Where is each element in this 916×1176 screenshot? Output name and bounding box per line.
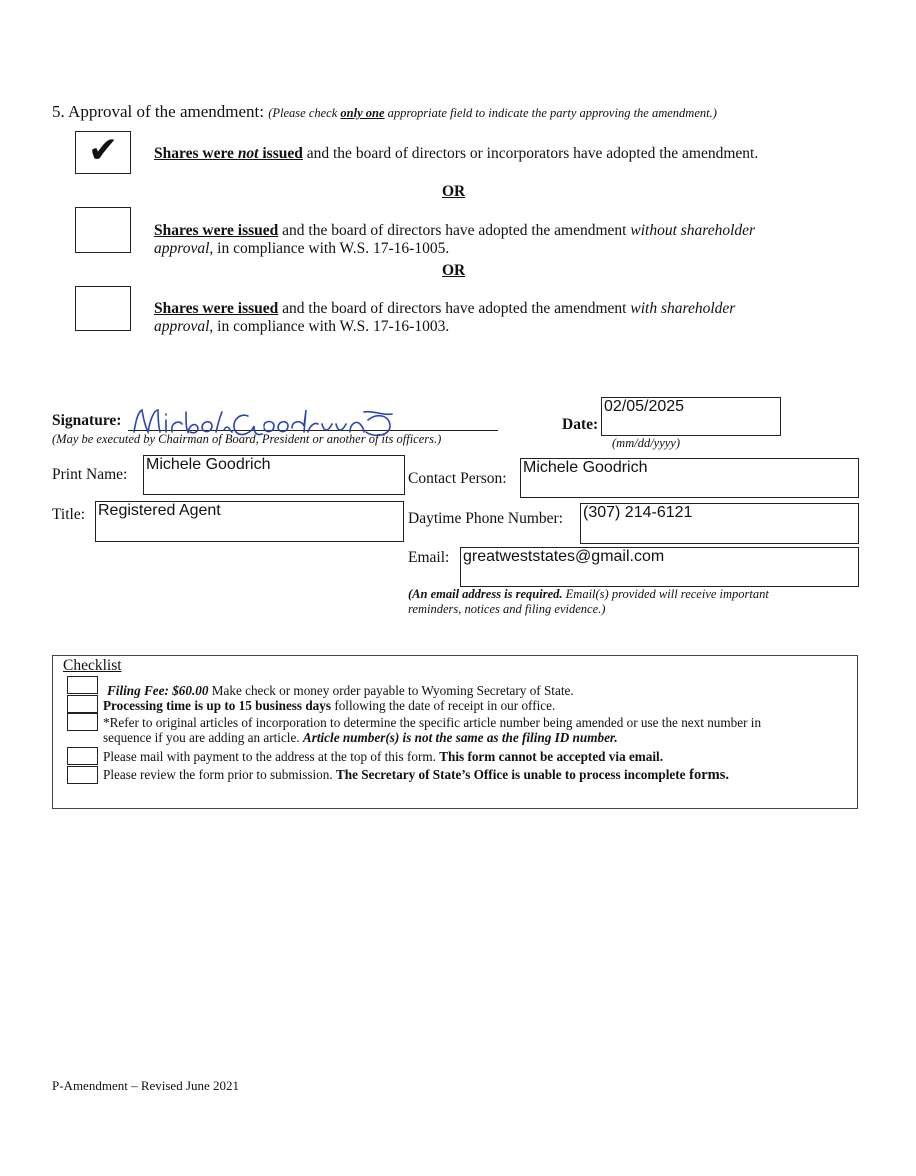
phone-field[interactable]: (307) 214-6121 [580, 503, 859, 544]
or-label-2: OR [442, 262, 466, 279]
signature-label: Signature: [52, 412, 122, 429]
checklist-box-article[interactable] [67, 713, 98, 731]
title-field[interactable]: Registered Agent [95, 501, 404, 542]
date-label: Date: [562, 416, 599, 433]
checklist-item-mail: Please mail with payment to the address at the top of this form. This form cannot be accepted via email. [103, 749, 664, 764]
checklist-box-fee[interactable] [67, 676, 98, 694]
email-note: (An email address is required. Email(s) provided will receive important reminders, notices and filing evidence.) [408, 587, 769, 616]
form-footer-id: P-Amendment – Revised June 2021 [52, 1078, 240, 1093]
email-field[interactable]: greatweststates@gmail.com [460, 547, 859, 587]
checklist-title: Checklist [63, 657, 122, 674]
email-label: Email: [408, 549, 450, 566]
print-name-label: Print Name: [52, 466, 128, 483]
option-3-text: Shares were issued and the board of directors have adopted the amendment with shareholder approval, in compliance with W.S. 17-16-1003. [154, 300, 736, 335]
checklist-panel [52, 655, 858, 809]
checklist-item-processing: Processing time is up to 15 business days following the date of receipt in our office. [103, 698, 556, 713]
checkmark-icon: ✔ [88, 130, 119, 171]
checklist-item-article: *Refer to original articles of incorporation to determine the specific article number being amended or use the next number in sequence if you are adding an article. Article number(s) is not the same as the filing ID number. [103, 715, 762, 745]
checklist-item-review: Please review the form prior to submission. The Secretary of State’s Office is unable to process incomplete forms. [103, 767, 729, 783]
contact-person-label: Contact Person: [408, 470, 507, 487]
option-1-checkbox[interactable] [75, 131, 131, 174]
or-label-1: OR [442, 183, 466, 200]
date-format-hint: (mm/dd/yyyy) [612, 436, 681, 450]
section-5-instruction: (Please check only one appropriate field to indicate the party approving the amendment.) [268, 106, 717, 120]
option-2-text: Shares were issued and the board of directors have adopted the amendment without shareholder approval, in compliance with W.S. 17-16-1005. [154, 222, 756, 257]
checklist-box-processing[interactable] [67, 695, 98, 713]
checklist-box-review[interactable] [67, 766, 98, 784]
checklist-box-mail[interactable] [67, 747, 98, 765]
option-1-text: Shares were not issued and the board of directors or incorporators have adopted the amendment. [154, 145, 759, 162]
option-3-checkbox[interactable] [75, 286, 131, 331]
option-2-checkbox[interactable] [75, 207, 131, 253]
signature-note: (May be executed by Chairman of Board, President or another of its officers.) [52, 432, 442, 446]
phone-label: Daytime Phone Number: [408, 510, 563, 527]
section-5-heading [52, 102, 717, 122]
contact-person-field[interactable]: Michele Goodrich [520, 458, 859, 498]
section-5-title: 5. Approval of the amendment: [52, 102, 264, 121]
date-field[interactable]: 02/05/2025 [601, 397, 781, 436]
checklist-item-fee: Filing Fee: $60.00 Make check or money order payable to Wyoming Secretary of State. [107, 683, 574, 698]
print-name-field[interactable]: Michele Goodrich [143, 455, 405, 495]
title-label: Title: [52, 506, 86, 523]
